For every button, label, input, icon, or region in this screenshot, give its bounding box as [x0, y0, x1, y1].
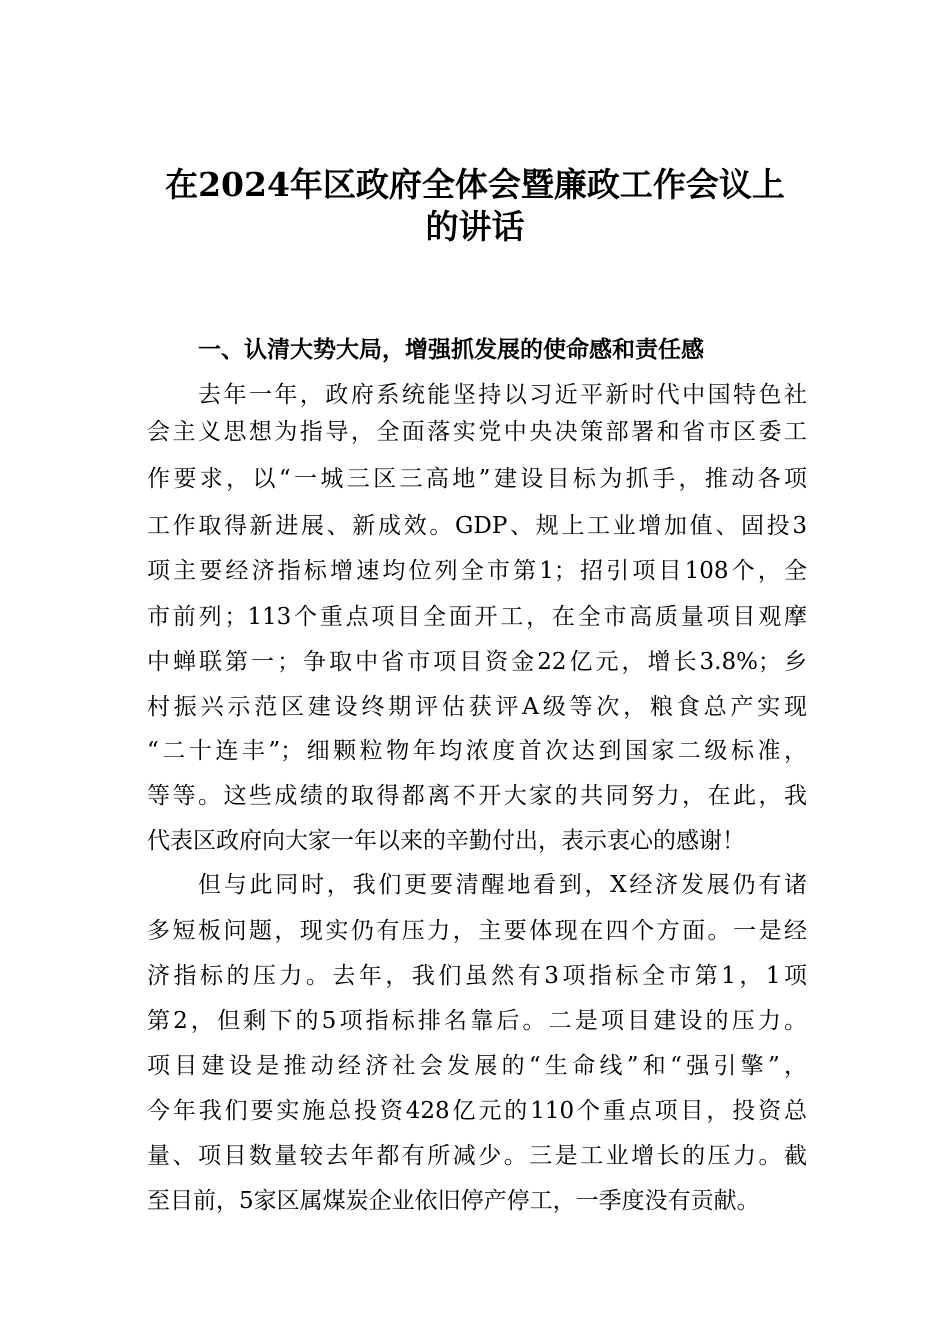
paragraph-1-line: “二十连丰”；细颗粒物年均浓度首次达到国家二级标准， — [147, 738, 807, 764]
section-heading: 一、认清大势大局，增强抓发展的使命感和责任感 — [198, 337, 704, 363]
paragraph-1-line: 市前列；113个重点项目全面开工，在全市高质量项目观摩 — [147, 604, 807, 630]
document-title-line-2: 的讲话 — [425, 207, 525, 246]
paragraph-2-line: 量、项目数量较去年都有所减少。三是工业增长的压力。截 — [147, 1143, 807, 1169]
paragraph-1-line: 中蝉联第一；争取中省市项目资金22亿元，增长3.8%；乡 — [147, 649, 807, 675]
paragraph-2-line: 第2，但剩下的5项指标排名靠后。二是项目建设的压力。 — [147, 1008, 807, 1034]
paragraph-1-line: 会主义思想为指导，全面落实党中央决策部署和省市区委工 — [147, 419, 807, 445]
paragraph-1-line: 代表区政府向大家一年以来的辛勤付出，表示衷心的感谢！ — [147, 828, 745, 854]
paragraph-2-line: 至目前，5家区属煤炭企业依旧停产停工，一季度没有贡献。 — [147, 1188, 760, 1214]
paragraph-1-line: 等等。这些成绩的取得都离不开大家的共同努力，在此，我 — [147, 783, 807, 809]
paragraph-2-line: 今年我们要实施总投资428亿元的110个重点项目，投资总 — [147, 1098, 807, 1124]
paragraph-2-line: 但与此同时，我们更要清醒地看到，X经济发展仍有诸 — [198, 872, 807, 898]
paragraph-1-line: 去年一年，政府系统能坚持以习近平新时代中国特色社 — [198, 382, 807, 408]
paragraph-1-line: 作要求，以“一城三区三高地”建设目标为抓手，推动各项 — [147, 466, 807, 492]
paragraph-2-line: 项目建设是推动经济社会发展的“生命线”和“强引擎”， — [147, 1053, 807, 1079]
paragraph-2-line: 多短板问题，现实仍有压力，主要体现在四个方面。一是经 — [147, 918, 807, 944]
document-title-line-1: 在2024年区政府全体会暨廉政工作会议上 — [165, 165, 785, 204]
paragraph-2-line: 济指标的压力。去年，我们虽然有3项指标全市第1，1项 — [147, 963, 807, 989]
paragraph-1-line: 项主要经济指标增速均位列全市第1；招引项目108个，全 — [147, 558, 807, 584]
paragraph-1-line: 村振兴示范区建设终期评估获评A级等次，粮食总产实现 — [147, 694, 807, 720]
paragraph-1-line: 工作取得新进展、新成效。GDP、规上工业增加值、固投3 — [147, 513, 807, 539]
